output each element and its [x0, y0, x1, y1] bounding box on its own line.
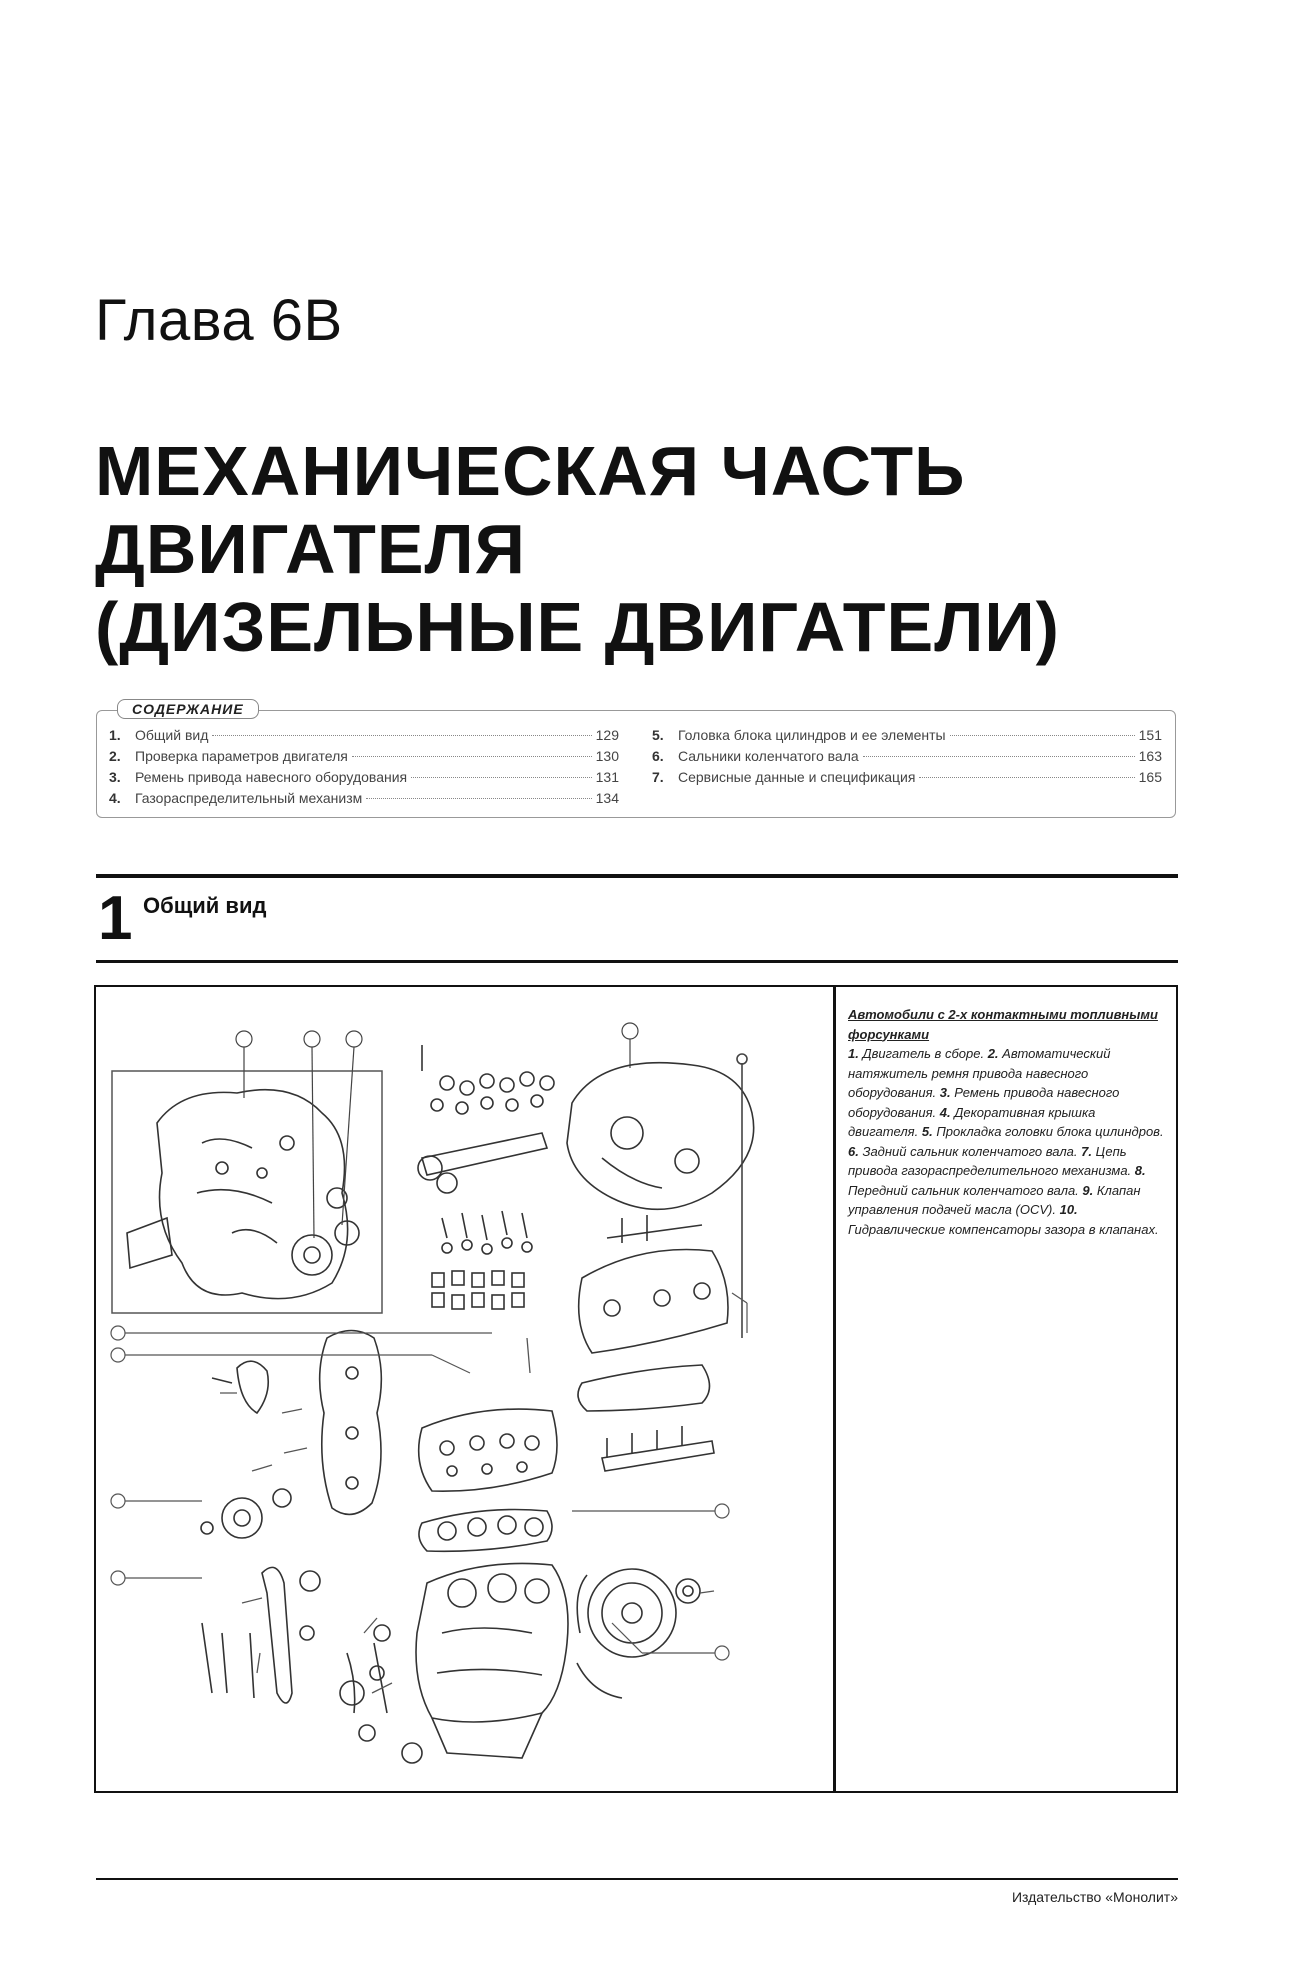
toc-entry-text: Ремень привода навесного оборудования	[135, 769, 408, 785]
legend-item-number: 9.	[1082, 1182, 1094, 1198]
legend-item-number: 3.	[939, 1085, 951, 1100]
bolts-drawing	[220, 1338, 714, 1693]
footer-rule	[96, 1878, 1178, 1880]
toc-entry-page: 131	[595, 769, 619, 785]
toc-leader	[366, 798, 591, 799]
toc-entry-page: 163	[1138, 748, 1162, 764]
legend-item-number: 5.	[921, 1124, 933, 1139]
legend-item-number: 4.	[939, 1104, 951, 1120]
valvetrain-parts	[418, 1045, 554, 1309]
toc-entry-number: 4.	[109, 790, 121, 806]
legend-item-text: Цепь привода газораспределительного механизма.	[848, 1143, 1132, 1178]
legend-item-text: Клапан управления подачей масла (OCV).	[848, 1182, 1141, 1217]
toc-entry-number: 5.	[652, 727, 664, 743]
legend-item-text: Автоматический натяжитель ремня привода навесного оборудования.	[848, 1046, 1111, 1100]
toc-entry-page: 134	[595, 790, 619, 806]
chapter-title-line: МЕХАНИЧЕСКАЯ ЧАСТЬ	[95, 432, 966, 510]
toc-leader	[919, 777, 1134, 778]
toc-entry-number: 2.	[109, 748, 121, 764]
crank-pulley-drawing	[201, 1489, 291, 1538]
toc-box	[96, 701, 1176, 818]
legend-item-number: 1.	[848, 1046, 859, 1061]
engine-assembly-drawing	[127, 1090, 359, 1299]
engine-cover-drawing	[567, 1063, 754, 1210]
toc-leader	[212, 735, 591, 736]
legend-item-text: Декоративная крышка двигателя.	[848, 1104, 1096, 1139]
legend-item-text: Прокладка головки блока цилиндров.	[936, 1124, 1164, 1139]
callout-leaders	[111, 1293, 747, 1660]
figure-divider	[833, 987, 836, 1791]
legend-item-text: Двигатель в сборе.	[862, 1046, 985, 1061]
chapter-label: Глава 6В	[95, 288, 343, 353]
toc-entry[interactable]	[109, 746, 619, 767]
figure-legend	[848, 1005, 1166, 1239]
toc-leader	[352, 756, 592, 757]
legend-item-text: Задний сальник коленчатого вала.	[862, 1143, 1078, 1159]
legend-heading: Автомобили с 2-х контактными топливными форсунками	[848, 1007, 1158, 1042]
toc-entry-number: 3.	[109, 769, 121, 785]
toc-entry-page: 129	[595, 727, 619, 743]
toc-entry-text: Сервисные данные и спецификация	[678, 769, 916, 785]
toc-entry-text: Газораспределительный механизм	[135, 790, 363, 806]
toc-entry-page: 165	[1138, 769, 1162, 785]
legend-item-number: 10.	[1059, 1202, 1078, 1217]
legend-item	[848, 1144, 1078, 1159]
legend-item-text: Гидравлические компенсаторы зазора в клапанах.	[848, 1221, 1159, 1237]
toc-column-left	[109, 725, 619, 809]
toc-entry-number: 1.	[109, 727, 121, 743]
legend-item-text: Ремень привода навесного оборудования.	[848, 1085, 1120, 1120]
legend-item	[848, 1046, 984, 1061]
cylinder-block-drawing	[416, 1563, 568, 1758]
toc-entry[interactable]	[109, 725, 619, 746]
toc-entry-number: 6.	[652, 748, 664, 764]
toc-entry-text: Сальники коленчатого вала	[678, 748, 859, 764]
toc-heading: СОДЕРЖАНИЕ	[117, 699, 259, 719]
toc-entry[interactable]	[652, 746, 1162, 767]
toc-entry[interactable]	[652, 767, 1162, 788]
toc-entry[interactable]	[109, 788, 619, 809]
legend-item-number: 6.	[848, 1143, 859, 1159]
toc-column-right	[652, 725, 1162, 788]
publisher-credit: Издательство «Монолит»	[1011, 1889, 1178, 1905]
toc-entry-text: Головка блока цилиндров и ее элементы	[678, 727, 946, 743]
glow-plug-rail	[602, 1426, 714, 1471]
legend-item-number: 2.	[987, 1046, 999, 1061]
callout-circles-top	[236, 1023, 638, 1238]
toc-leader	[950, 735, 1135, 736]
toc-leader	[411, 777, 592, 778]
timing-chain-drawing	[202, 1567, 422, 1763]
legend-item	[922, 1124, 1164, 1139]
toc-entry-text: Проверка параметров двигателя	[135, 748, 348, 764]
legend-item-number: 7.	[1081, 1143, 1092, 1159]
valve-cover-gasket	[578, 1365, 710, 1411]
tensioner-drawing	[212, 1361, 268, 1413]
section-title: Общий вид	[143, 893, 267, 918]
section-bottom-rule	[96, 960, 1178, 963]
head-gasket-drawing	[419, 1510, 552, 1552]
legend-item-text: Передний сальник коленчатого вала.	[848, 1182, 1079, 1198]
figure-frame	[94, 985, 1178, 1793]
chapter-title-line: ДВИГАТЕЛЯ	[95, 510, 526, 588]
section-top-rule	[96, 874, 1178, 878]
chapter-title	[95, 432, 1195, 666]
flywheel-drawing	[577, 1569, 700, 1698]
cylinder-head-cover-drawing	[579, 1215, 728, 1353]
toc-entry-text: Общий вид	[135, 727, 209, 743]
toc-entry-page: 130	[595, 748, 619, 764]
chapter-title-line: (ДИЗЕЛЬНЫЕ ДВИГАТЕЛИ)	[95, 588, 1060, 666]
toc-entry[interactable]	[652, 725, 1162, 746]
legend-item-number: 8.	[1134, 1163, 1146, 1178]
toc-entry-page: 151	[1138, 727, 1162, 743]
toc-entry[interactable]	[109, 767, 619, 788]
engine-exploded-diagram	[102, 993, 827, 1783]
toc-leader	[863, 756, 1135, 757]
section-number: 1	[98, 884, 133, 953]
timing-cover-drawing	[320, 1331, 382, 1515]
toc-entry-number: 7.	[652, 769, 664, 785]
cylinder-head-drawing	[419, 1409, 557, 1491]
